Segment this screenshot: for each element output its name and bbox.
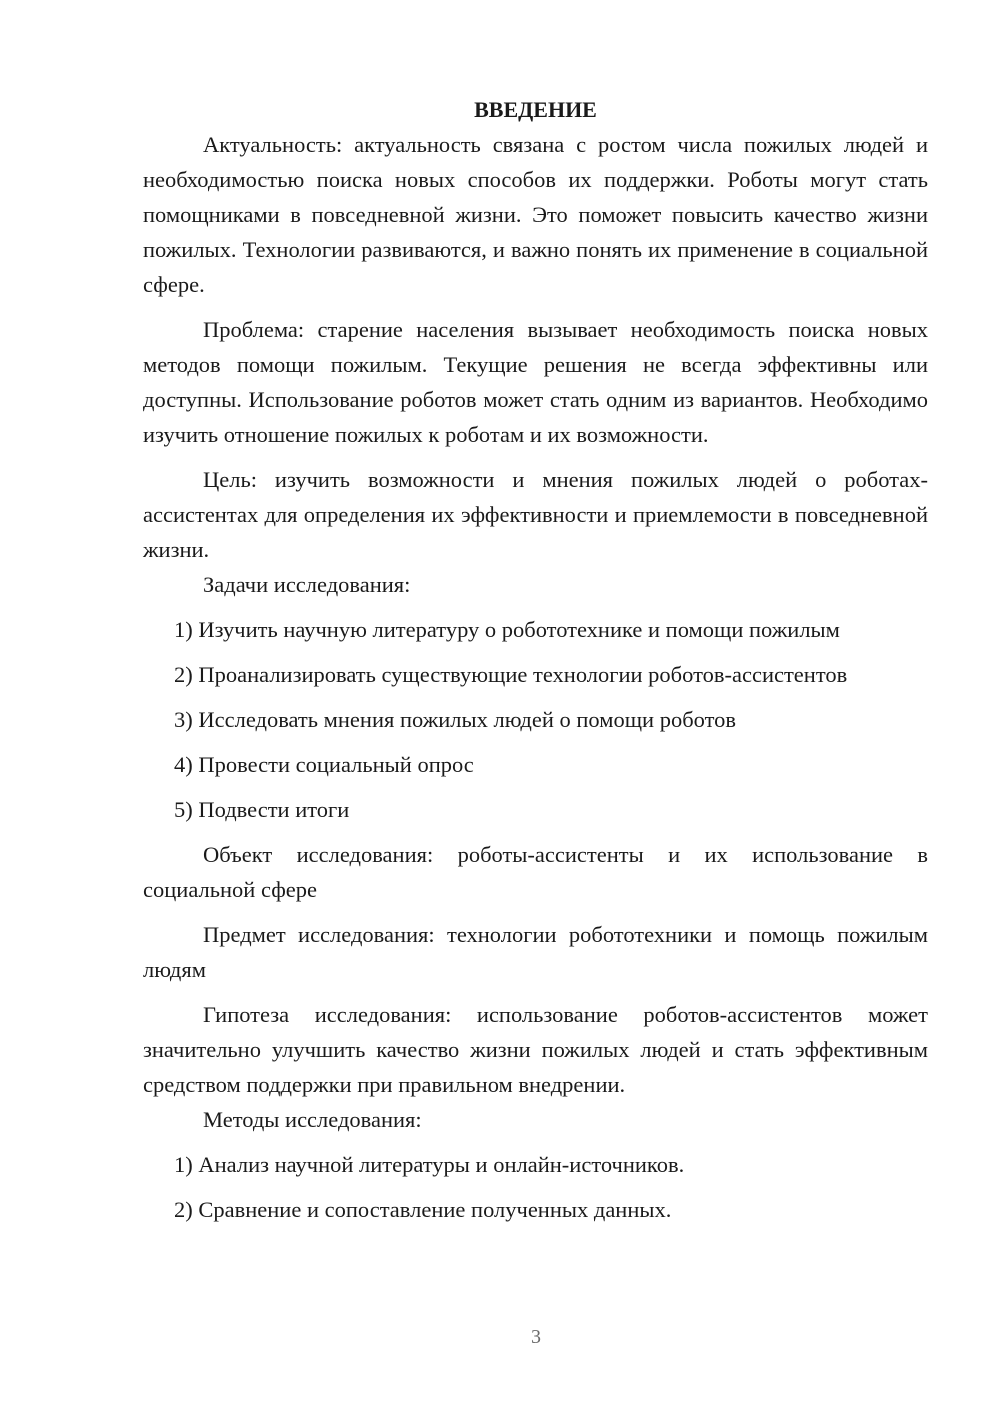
relevance-paragraph: Актуальность: актуальность связана с ростом числа пожилых людей и необходимостью поиска новых способов их поддержки. Роботы могут стать помощниками в повседневной жизни. Это поможет повысить качество жизни пожилых. Технологии развиваются, и важно понять их применение в социальной сфере. xyxy=(143,132,928,297)
goal-paragraph: Цель: изучить возможности и мнения пожилых людей о роботах-ассистентах для определения их эффективности и приемлемости в повседневной жизни. xyxy=(143,467,928,562)
problem-paragraph: Проблема: старение населения вызывает необходимость поиска новых методов помощи пожилым. Текущие решения не всегда эффективны или доступны. Использование роботов может стать одним из вариантов. Необходимо изучить отношение пожилых к роботам и их возможности. xyxy=(143,317,928,447)
page-title: ВВЕДЕНИЕ xyxy=(474,97,597,122)
list-item: 2) Сравнение и сопоставление полученных данных. xyxy=(174,1197,672,1222)
subject-paragraph: Предмет исследования: технологии робототехники и помощь пожилым людям xyxy=(143,922,928,982)
tasks-list xyxy=(143,612,928,827)
list-item: 4) Провести социальный опрос xyxy=(174,752,474,777)
tasks-heading: Задачи исследования: xyxy=(203,572,411,597)
list-item: 1) Изучить научную литературу о робототехнике и помощи пожилым xyxy=(174,617,840,642)
list-item: 3) Исследовать мнения пожилых людей о помощи роботов xyxy=(174,707,737,732)
methods-list xyxy=(143,1147,928,1227)
page-number: 3 xyxy=(531,1326,541,1348)
list-item: 2) Проанализировать существующие технологии роботов-ассистентов xyxy=(174,662,848,687)
methods-heading: Методы исследования: xyxy=(203,1107,422,1132)
page-content xyxy=(143,92,928,1227)
list-item: 1) Анализ научной литературы и онлайн-источников. xyxy=(174,1152,685,1177)
list-item: 5) Подвести итоги xyxy=(174,797,350,822)
hypothesis-paragraph: Гипотеза исследования: использование роботов-ассистентов может значительно улучшить качество жизни пожилых людей и стать эффективным средством поддержки при правильном внедрении. xyxy=(143,1002,928,1097)
object-paragraph: Объект исследования: роботы-ассистенты и их использование в социальной сфере xyxy=(143,842,928,902)
